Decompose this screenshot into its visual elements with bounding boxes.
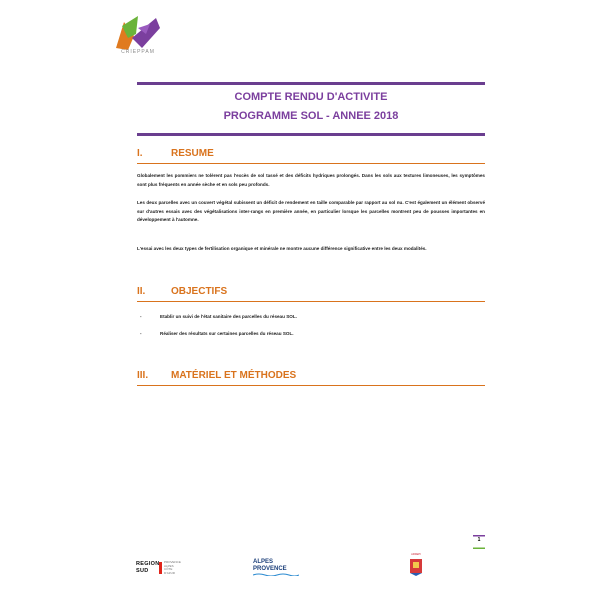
section-heading-resume bbox=[137, 148, 485, 164]
section-title: OBJECTIFS bbox=[171, 286, 228, 297]
logo-wordmark: CRIEPPAM bbox=[121, 49, 155, 55]
bullet-dash: - bbox=[140, 314, 142, 319]
objectives-list bbox=[137, 313, 485, 346]
resume-paragraph-2: Les deux parcelles avec un couvert végétal subissent un déficit de rendement en taille comparable par rapport au sol nu. C'est également un élément observé sur d'autres essais avec des végétalisations inter-rangs en première année, en particulier lorsque les parcelles montrent peu de pousses importantes en développement à l'automne. bbox=[137, 200, 485, 223]
resume-paragraph-1: Globalement les pommiers ne tolèrent pas l'excès de sol tassé et des déficits hydriques prolongés. Dans les sols aux textures limoneuses, les symptômes sont plus fréquents en année sèche et en sols peu profonds. bbox=[137, 173, 485, 187]
title-line-1: COMPTE RENDU D'ACTIVITE bbox=[234, 91, 388, 103]
title-bottom-rule bbox=[137, 133, 485, 136]
section-number: II. bbox=[137, 286, 146, 297]
bullet-dash: - bbox=[140, 330, 142, 336]
region-bar-icon bbox=[159, 562, 162, 574]
section-heading-materiel bbox=[137, 370, 485, 386]
page-number-badge bbox=[471, 535, 487, 549]
list-item: - Etablir un suivi de l'état sanitaire des parcelles du réseau SOL. bbox=[137, 313, 485, 322]
section-title: RESUME bbox=[171, 148, 214, 159]
title-top-rule bbox=[137, 82, 485, 85]
page-number: 1 bbox=[477, 537, 481, 543]
crest-icon bbox=[407, 557, 425, 577]
ardepi-logo: ARDEPI bbox=[407, 553, 425, 577]
section-number: III. bbox=[137, 370, 149, 381]
title-line-2: PROGRAMME SOL - ANNEE 2018 bbox=[223, 110, 399, 122]
section-title: MATÉRIEL ET MÉTHODES bbox=[171, 370, 297, 381]
section-heading-objectifs bbox=[137, 286, 485, 302]
resume-paragraph-3: L'essai avec les deux types de fertilisation organique et minérale ne montre aucune différence significative entre les deux modalités. bbox=[137, 246, 427, 251]
partner-logo: ALPES PROVENCE bbox=[253, 558, 299, 576]
section-number: I. bbox=[137, 148, 143, 159]
wave-icon bbox=[253, 573, 299, 576]
region-sud-logo: REGION SUD PROVENCE ALPES CÔTE D'AZUR bbox=[136, 560, 181, 575]
list-item: - Réaliser des résultats sur certaines parcelles du réseau SOL. bbox=[137, 330, 485, 339]
document-title bbox=[137, 88, 485, 126]
